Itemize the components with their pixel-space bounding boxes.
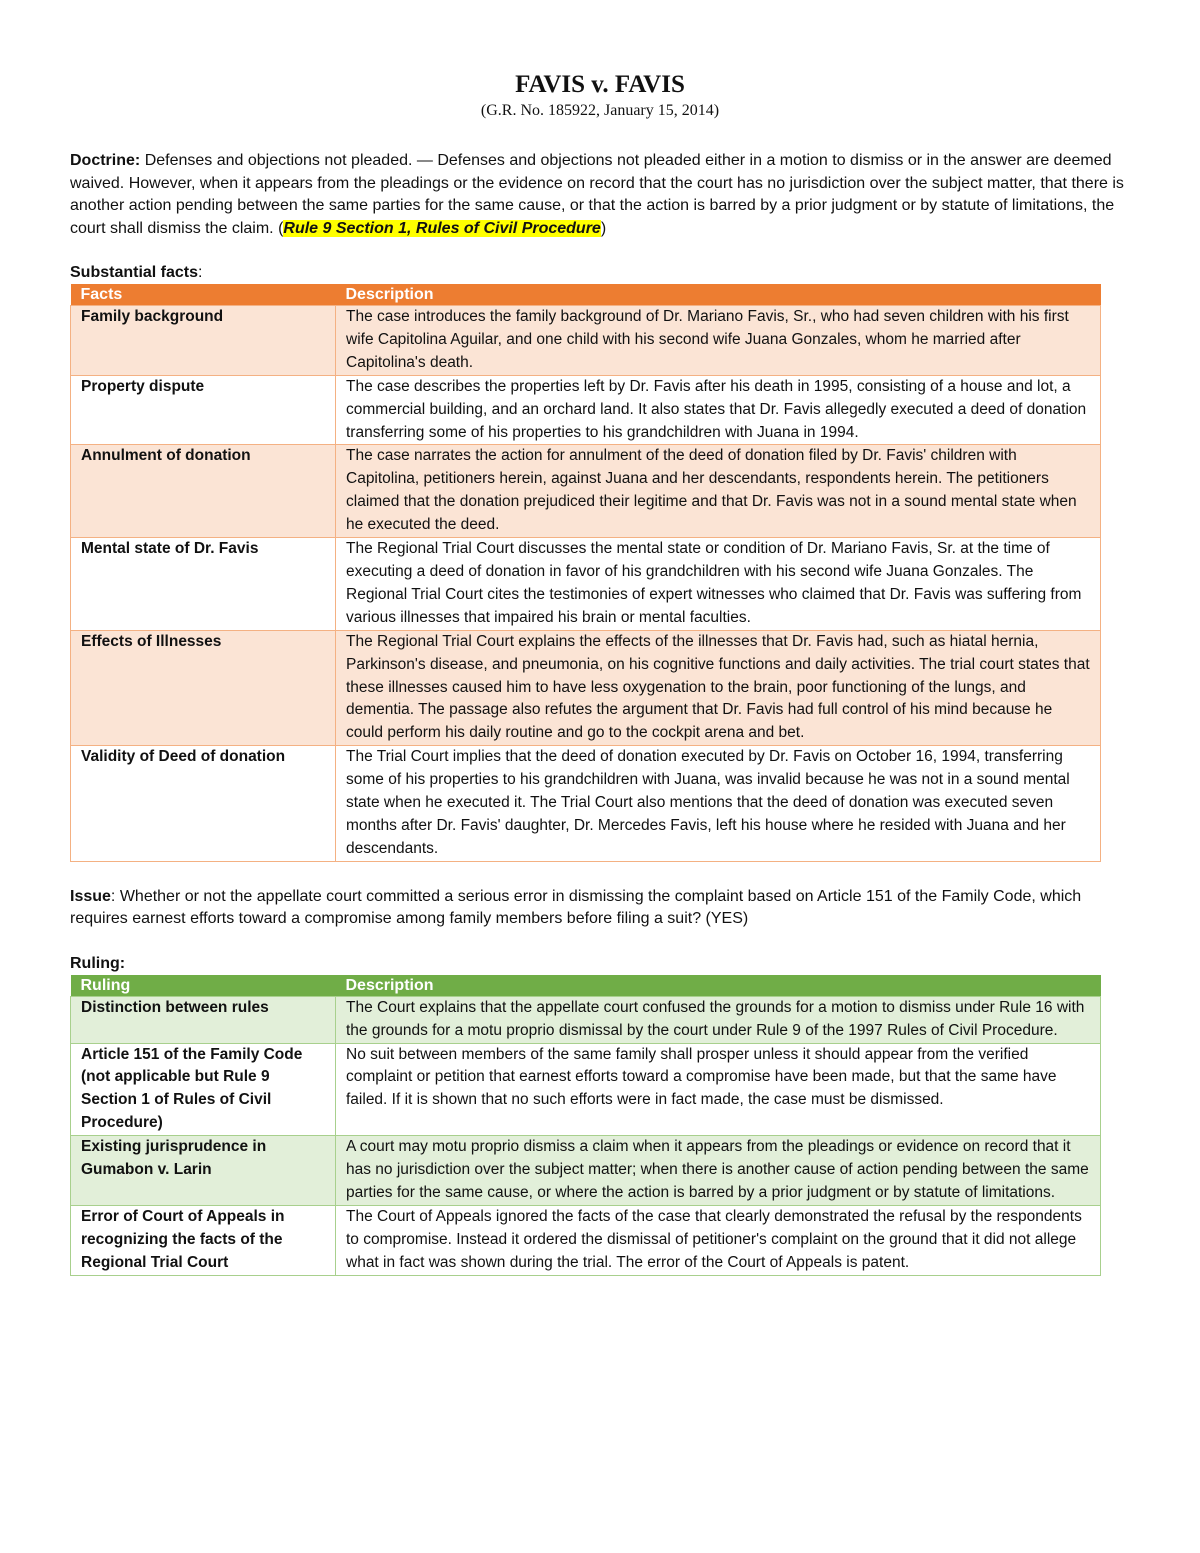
fact-description: The Regional Trial Court explains the effects of the illnesses that Dr. Favis had, such as hiatal hernia, Parkinson's disease, and pneumonia, on his cognitive functions and daily activities. The trial court states that these illnesses caused him to have less oxygenation to the brain, poor functioning of the lungs, and dementia. The passage also refutes the argument that Dr. Favis had full control of his mind because he could perform his daily routine and go to the cockpit arena and bet. [336, 630, 1101, 746]
ruling-header-description: Description [336, 975, 1101, 997]
facts-header-description: Description [336, 284, 1101, 306]
fact-key: Mental state of Dr. Favis [71, 538, 336, 631]
ruling-section-label: Ruling: [70, 954, 126, 972]
ruling-header-row [71, 975, 1101, 997]
ruling-description: The Court of Appeals ignored the facts of the case that clearly demonstrated the refusal by the respondents to compromise. Instead it ordered the dismissal of petitioner's complaint on the ground that it did not allege what in fact was shown during the trial. The error of the Court of Appeals is patent. [336, 1205, 1101, 1275]
ruling-key: Distinction between rules [71, 996, 336, 1043]
table-row [71, 1043, 1101, 1136]
case-title: FAVIS v. FAVIS [515, 71, 685, 98]
ruling-key: Article 151 of the Family Code (not applicable but Rule 9 Section 1 of Rules of Civil Procedure) [71, 1043, 336, 1136]
fact-key: Annulment of donation [71, 445, 336, 538]
doctrine-open-paren: ( [278, 219, 284, 237]
table-row [71, 1205, 1101, 1275]
ruling-header-ruling: Ruling [71, 975, 336, 997]
ruling-description: A court may motu proprio dismiss a claim when it appears from the pleadings or evidence on record that it has no jurisdiction over the subject matter; when there is another cause of action pending between the same parties for the same cause, or where the action is barred by a prior judgment or by statute of limitations. [336, 1136, 1101, 1206]
case-citation: (G.R. No. 185922, January 15, 2014) [480, 102, 720, 119]
issue-text: : Whether or not the appellate court committed a serious error in dismissing the complaint based on Article 151 of the Family Code, which requires earnest efforts toward a compromise among family members before filing a suit? (YES) [70, 887, 1082, 928]
ruling-description: No suit between members of the same family shall prosper unless it should appear from the verified complaint or petition that earnest efforts toward a compromise have been made, but that the same have failed. If it is shown that no such efforts were in fact made, the case must be dismissed. [336, 1043, 1101, 1136]
facts-label-text: Substantial facts [70, 264, 199, 281]
ruling-table [70, 975, 1101, 1276]
table-row [71, 306, 1101, 376]
issue-paragraph [70, 886, 1130, 931]
fact-description: The Trial Court implies that the deed of donation executed by Dr. Favis on October 16, 1994, transferring some of his properties to his grandchildren with Juana, was invalid because he was not in a sound mental state when he executed it. The Trial Court also mentions that the deed of donation was executed seven months after Dr. Favis' daughter, Dr. Mercedes Favis, left his house where he resided with Juana and her descendants. [336, 746, 1101, 862]
doctrine-text: Defenses and objections not pleaded. — Defenses and objections not pleaded either in a motion to dismiss or in the answer are deemed waived. However, when it appears from the pleadings or the evidence on record that the court has no jurisdiction over the subject matter, that there is another action pending between the same parties for the same cause, or that the action is barred by a prior judgment or by statute of limitations, the court shall dismiss the claim. [70, 152, 1124, 237]
fact-key: Effects of Illnesses [71, 630, 336, 746]
facts-header-row [71, 284, 1101, 306]
doctrine-label: Doctrine: [70, 152, 141, 169]
fact-key: Validity of Deed of donation [71, 746, 336, 862]
document-page [70, 70, 1130, 1276]
doctrine-paragraph [70, 150, 1130, 240]
fact-description: The case narrates the action for annulment of the deed of donation filed by Dr. Favis' children with Capitolina, petitioners herein, against Juana and her descendants, respondents herein. The petitioners claimed that the donation prejudiced their legitime and that Dr. Favis was not in a sound mental state when he executed the deed. [336, 445, 1101, 538]
table-row [71, 630, 1101, 746]
facts-header-facts: Facts [71, 284, 336, 306]
fact-description: The case introduces the family background of Dr. Mariano Favis, Sr., who had seven children with his first wife Capitolina Aguilar, and one child with his second wife Juana Gonzales, whom he married after Capitolina's death. [336, 306, 1101, 376]
table-row [71, 1136, 1101, 1206]
fact-description: The case describes the properties left by Dr. Favis after his death in 1995, consisting of a house and lot, a commercial building, and an orchard land. It also states that Dr. Favis allegedly executed a deed of donation transferring some of his properties to his grandchildren with Juana in 1994. [336, 375, 1101, 445]
fact-description: The Regional Trial Court discusses the mental state or condition of Dr. Mariano Favis, Sr. at the time of executing a deed of donation in favor of his grandchildren with his second wife Juana Gonzales. The Regional Trial Court cites the testimonies of expert witnesses who claimed that Dr. Favis was suffering from various illnesses that impaired his brain or mental faculties. [336, 538, 1101, 631]
table-row [71, 996, 1101, 1043]
table-row [71, 538, 1101, 631]
table-row [71, 375, 1101, 445]
ruling-key: Error of Court of Appeals in recognizing the facts of the Regional Trial Court [71, 1205, 336, 1275]
fact-key: Family background [71, 306, 336, 376]
facts-label-colon: : [198, 264, 203, 281]
facts-table [70, 284, 1101, 862]
table-row [71, 445, 1101, 538]
ruling-description: The Court explains that the appellate court confused the grounds for a motion to dismiss under Rule 16 with the grounds for a motu proprio dismissal by the court under Rule 9 of the 1997 Rules of Civil Procedure. [336, 996, 1101, 1043]
facts-section-label [70, 262, 1130, 284]
issue-label: Issue [70, 887, 111, 905]
ruling-key: Existing jurisprudence in Gumabon v. Larin [71, 1136, 336, 1206]
doctrine-reference: Rule 9 Section 1, Rules of Civil Procedure [283, 219, 601, 237]
table-row [71, 746, 1101, 862]
fact-key: Property dispute [71, 375, 336, 445]
doctrine-close-paren: ) [600, 219, 607, 237]
